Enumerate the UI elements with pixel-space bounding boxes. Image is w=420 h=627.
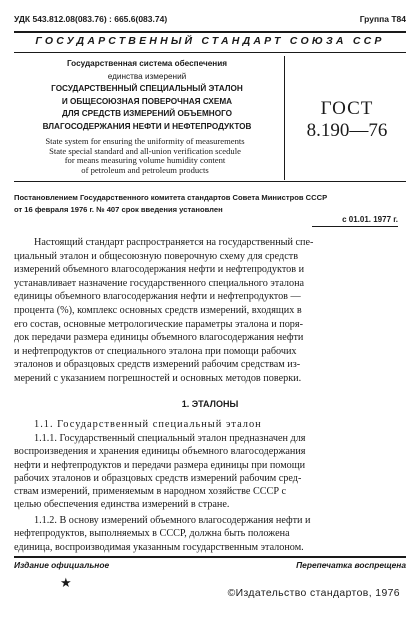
- p111-line: ствам измерений, применяемым в народном хозяйстве СССР с: [14, 486, 287, 498]
- intro-paragraph: [14, 236, 406, 386]
- p111-line: 1.1.1. Государственный специальный эталон предназначен для: [34, 433, 306, 444]
- reprint-notice: Перепечатка воспрещена: [296, 560, 406, 570]
- official-edition: Издание официальное: [14, 560, 110, 570]
- decree-line: от 16 февраля 1976 г. № 407 срок введения установлен: [14, 204, 223, 214]
- p112-line: 1.1.2. В основу измерений объемного влагосодержания нефти и: [34, 515, 311, 526]
- title-en-line: State special standard and all-union verification scedule: [49, 145, 241, 156]
- title-line: Государственная система обеспечения: [66, 59, 228, 68]
- effective-date-underline: [312, 226, 398, 227]
- footer-rule: [14, 556, 406, 558]
- intro-line: док передачи размера единицы объемного влагосодержания нефти: [14, 332, 304, 344]
- title-block-en: [6, 137, 284, 175]
- group-code: Группа Т84: [359, 14, 406, 24]
- intro-line: измерений объемного влагосодержания нефти и нефтепродуктов и: [14, 264, 305, 276]
- gost-number: 8.190—76: [306, 120, 388, 141]
- paragraph-1-1-2: [14, 514, 406, 554]
- title-divider: [284, 56, 285, 180]
- title-line: единства измерений: [107, 71, 187, 81]
- p111-line: рабочих эталонов и образцовых средств измерений рабочим сред-: [14, 472, 302, 484]
- intro-line: его состав, основные метрологические параметры эталона и поря-: [14, 318, 303, 330]
- title-en-line: State system for ensuring the uniformity of measurements: [45, 136, 245, 146]
- effective-date: с 01.01. 1977 г.: [342, 215, 398, 224]
- intro-line: процента (%), комплекс основных средств измерений, входящих в: [14, 304, 302, 316]
- gost-label: ГОСТ: [320, 98, 374, 119]
- title-en-line: of petroleum and petroleum products: [81, 164, 209, 175]
- intro-line: устанавливает назначение государственного специального эталона: [14, 277, 305, 289]
- intro-line: единицы объемного влагосодержания нефти и нефтепродуктов —: [14, 291, 301, 303]
- intro-line: эталонов и образцовых средств измерений рабочим средствам из-: [14, 359, 301, 371]
- title-block-ru: [14, 58, 280, 134]
- intro-line: циальный эталон и общесоюзную поверочную схему для средств: [14, 250, 299, 262]
- title-line: ГОСУДАРСТВЕННЫЙ СПЕЦИАЛЬНЫЙ ЭТАЛОН: [51, 84, 243, 94]
- star-icon: ★: [60, 575, 72, 590]
- intro-line: и нефтепродуктов от специального эталона при помощи рабочих: [14, 345, 297, 357]
- title-line: ДЛЯ СРЕДСТВ ИЗМЕРЕНИЙ ОБЪЕМНОГО: [61, 109, 232, 119]
- title-bottom-rule: [14, 181, 406, 182]
- title-line: И ОБЩЕСОЮЗНАЯ ПОВЕРОЧНАЯ СХЕМА: [61, 96, 233, 106]
- p111-line: воспроизведения и хранения единицы объемного влагосодержания: [14, 446, 306, 458]
- intro-line: Настоящий стандарт распространяется на государственный спе-: [34, 237, 314, 248]
- p111-line: нефти и нефтепродуктов и передачи размера единицы при помощи: [14, 459, 306, 471]
- standard-banner: ГОСУДАРСТВЕННЫЙ СТАНДАРТ СОЮЗА ССР: [35, 35, 385, 47]
- title-line: ВЛАГОСОДЕРЖАНИЯ НЕФТИ И НЕФТЕПРОДУКТОВ: [42, 121, 252, 131]
- paragraph-1-1-1: [14, 432, 406, 512]
- p112-line: нефтепродуктов, выполняемых в СССР, должна быть положена: [14, 528, 290, 540]
- publisher-copyright: ©Издательство стандартов, 1976: [227, 588, 400, 599]
- p111-line: целью обеспечения единства измерений в стране.: [14, 499, 230, 511]
- subsection-title: 1.1. Государственный специальный эталон: [34, 419, 262, 430]
- intro-line: мерений с указанием погрешностей и основных методов поверки.: [14, 372, 302, 384]
- banner-rule: [14, 52, 406, 53]
- p112-line: единица, воспроизводимая указанным государственным эталоном.: [14, 541, 304, 553]
- decree: [14, 192, 406, 215]
- title-en-line: for means measuring volume humidity content: [64, 155, 226, 166]
- decree-line: Постановлением Государственного комитета стандартов Совета Министров СССР: [14, 193, 328, 202]
- udk-code: УДК 543.812.08(083.76) : 665.6(083.74): [14, 14, 168, 24]
- section-title: 1. ЭТАЛОНЫ: [181, 399, 239, 409]
- top-rule: [14, 31, 406, 33]
